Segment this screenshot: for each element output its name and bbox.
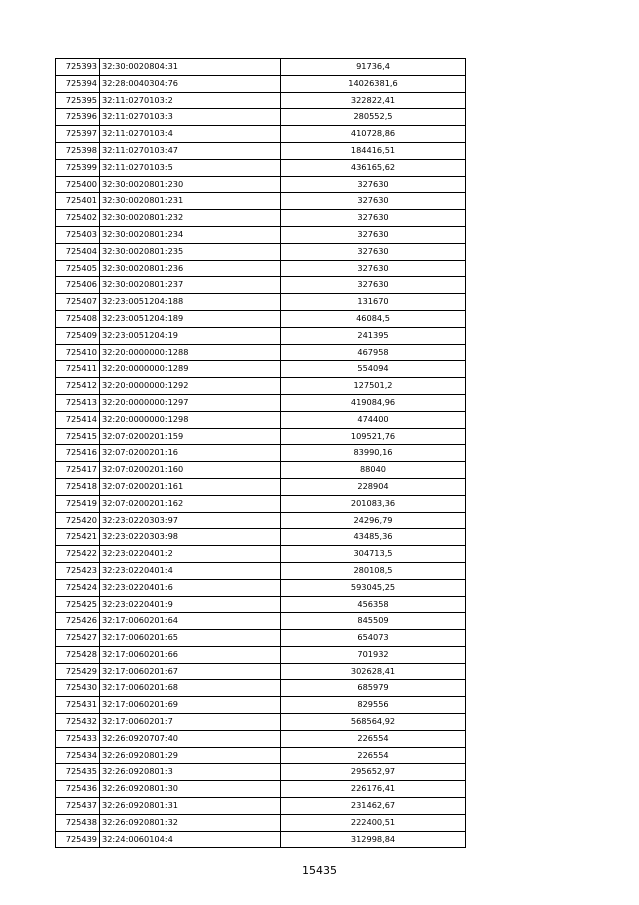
table-row <box>56 562 466 579</box>
value-cell: 701932 <box>281 646 466 663</box>
table-row <box>56 327 466 344</box>
cadastral-number-cell: 32:30:0020801:231 <box>100 193 281 210</box>
value-cell: 410728,86 <box>281 126 466 143</box>
value-cell: 327630 <box>281 277 466 294</box>
value-cell: 88040 <box>281 462 466 479</box>
row-number-cell: 725427 <box>56 630 100 647</box>
table-row <box>56 226 466 243</box>
row-number-cell: 725433 <box>56 730 100 747</box>
cadastral-number-cell: 32:26:0920801:30 <box>100 781 281 798</box>
table-row <box>56 697 466 714</box>
row-number-cell: 725415 <box>56 428 100 445</box>
table-row <box>56 546 466 563</box>
cadastral-number-cell: 32:17:0060201:7 <box>100 714 281 731</box>
value-cell: 685979 <box>281 680 466 697</box>
row-number-cell: 725420 <box>56 512 100 529</box>
table-row <box>56 277 466 294</box>
value-cell: 845509 <box>281 613 466 630</box>
value-cell: 222400,51 <box>281 814 466 831</box>
row-number-cell: 725405 <box>56 260 100 277</box>
table-row <box>56 747 466 764</box>
row-number-cell: 725398 <box>56 142 100 159</box>
value-cell: 312998,84 <box>281 831 466 848</box>
table-row <box>56 142 466 159</box>
row-number-cell: 725412 <box>56 378 100 395</box>
row-number-cell: 725423 <box>56 562 100 579</box>
value-cell: 322822,41 <box>281 92 466 109</box>
value-cell: 302628,41 <box>281 663 466 680</box>
cadastral-number-cell: 32:30:0020801:237 <box>100 277 281 294</box>
page-number: 15435 <box>302 864 337 877</box>
row-number-cell: 725429 <box>56 663 100 680</box>
row-number-cell: 725395 <box>56 92 100 109</box>
table-row <box>56 529 466 546</box>
table-row <box>56 613 466 630</box>
value-cell: 226554 <box>281 730 466 747</box>
cadastral-number-cell: 32:23:0051204:189 <box>100 310 281 327</box>
value-cell: 456358 <box>281 596 466 613</box>
cadastral-number-cell: 32:23:0051204:19 <box>100 327 281 344</box>
table-row <box>56 378 466 395</box>
cadastral-number-cell: 32:20:0000000:1289 <box>100 361 281 378</box>
value-cell: 568564,92 <box>281 714 466 731</box>
table-row <box>56 462 466 479</box>
table-row <box>56 579 466 596</box>
cadastral-number-cell: 32:17:0060201:64 <box>100 613 281 630</box>
cadastral-number-cell: 32:20:0000000:1288 <box>100 344 281 361</box>
row-number-cell: 725397 <box>56 126 100 143</box>
cadastral-number-cell: 32:11:0270103:3 <box>100 109 281 126</box>
value-cell: 593045,25 <box>281 579 466 596</box>
value-cell: 304713,5 <box>281 546 466 563</box>
value-cell: 201083,36 <box>281 495 466 512</box>
cadastral-number-cell: 32:23:0220303:97 <box>100 512 281 529</box>
table-row <box>56 394 466 411</box>
cadastral-number-cell: 32:20:0000000:1298 <box>100 411 281 428</box>
row-number-cell: 725421 <box>56 529 100 546</box>
value-cell: 327630 <box>281 260 466 277</box>
cadastral-number-cell: 32:30:0020801:235 <box>100 243 281 260</box>
table-row <box>56 596 466 613</box>
row-number-cell: 725410 <box>56 344 100 361</box>
cadastral-number-cell: 32:23:0220303:98 <box>100 529 281 546</box>
table-row <box>56 428 466 445</box>
cadastral-number-cell: 32:30:0020804:31 <box>100 59 281 76</box>
table-row <box>56 512 466 529</box>
cadastral-number-cell: 32:26:0920801:32 <box>100 814 281 831</box>
value-cell: 231462,67 <box>281 798 466 815</box>
row-number-cell: 725436 <box>56 781 100 798</box>
row-number-cell: 725413 <box>56 394 100 411</box>
value-cell: 226554 <box>281 747 466 764</box>
cadastral-number-cell: 32:26:0920801:31 <box>100 798 281 815</box>
value-cell: 280108,5 <box>281 562 466 579</box>
table-row <box>56 478 466 495</box>
cadastral-number-cell: 32:17:0060201:69 <box>100 697 281 714</box>
row-number-cell: 725419 <box>56 495 100 512</box>
row-number-cell: 725435 <box>56 764 100 781</box>
table-row <box>56 75 466 92</box>
value-cell: 109521,76 <box>281 428 466 445</box>
row-number-cell: 725424 <box>56 579 100 596</box>
table-row <box>56 210 466 227</box>
value-cell: 327630 <box>281 193 466 210</box>
cadastral-number-cell: 32:11:0270103:5 <box>100 159 281 176</box>
value-cell: 474400 <box>281 411 466 428</box>
row-number-cell: 725401 <box>56 193 100 210</box>
table-row <box>56 361 466 378</box>
cadastral-number-cell: 32:23:0220401:2 <box>100 546 281 563</box>
cadastral-number-cell: 32:11:0270103:47 <box>100 142 281 159</box>
value-cell: 184416,51 <box>281 142 466 159</box>
row-number-cell: 725430 <box>56 680 100 697</box>
table-row <box>56 260 466 277</box>
value-cell: 24296,79 <box>281 512 466 529</box>
table-row <box>56 109 466 126</box>
table-row <box>56 344 466 361</box>
value-cell: 554094 <box>281 361 466 378</box>
cadastral-number-cell: 32:30:0020801:232 <box>100 210 281 227</box>
cadastral-number-cell: 32:26:0920801:3 <box>100 764 281 781</box>
cadastral-number-cell: 32:17:0060201:66 <box>100 646 281 663</box>
table-row <box>56 646 466 663</box>
cadastral-number-cell: 32:07:0200201:161 <box>100 478 281 495</box>
value-cell: 467958 <box>281 344 466 361</box>
table-row <box>56 445 466 462</box>
row-number-cell: 725438 <box>56 814 100 831</box>
table-row <box>56 680 466 697</box>
cadastral-number-cell: 32:20:0000000:1292 <box>100 378 281 395</box>
value-cell: 241395 <box>281 327 466 344</box>
cadastral-number-cell: 32:23:0220401:9 <box>100 596 281 613</box>
row-number-cell: 725418 <box>56 478 100 495</box>
table-body <box>56 59 466 848</box>
row-number-cell: 725425 <box>56 596 100 613</box>
row-number-cell: 725402 <box>56 210 100 227</box>
table-row <box>56 243 466 260</box>
table-row <box>56 781 466 798</box>
table-row <box>56 59 466 76</box>
value-cell: 327630 <box>281 243 466 260</box>
value-cell: 327630 <box>281 176 466 193</box>
row-number-cell: 725417 <box>56 462 100 479</box>
table-row <box>56 831 466 848</box>
cadastral-number-cell: 32:23:0051204:188 <box>100 294 281 311</box>
row-number-cell: 725434 <box>56 747 100 764</box>
cadastral-number-cell: 32:20:0000000:1297 <box>100 394 281 411</box>
value-cell: 14026381,6 <box>281 75 466 92</box>
value-cell: 83990,16 <box>281 445 466 462</box>
row-number-cell: 725406 <box>56 277 100 294</box>
cadastral-number-cell: 32:28:0040304:76 <box>100 75 281 92</box>
row-number-cell: 725407 <box>56 294 100 311</box>
row-number-cell: 725393 <box>56 59 100 76</box>
row-number-cell: 725411 <box>56 361 100 378</box>
cadastral-table <box>55 58 466 848</box>
row-number-cell: 725403 <box>56 226 100 243</box>
value-cell: 280552,5 <box>281 109 466 126</box>
cadastral-number-cell: 32:11:0270103:4 <box>100 126 281 143</box>
row-number-cell: 725437 <box>56 798 100 815</box>
table-row <box>56 411 466 428</box>
row-number-cell: 725396 <box>56 109 100 126</box>
cadastral-number-cell: 32:07:0200201:162 <box>100 495 281 512</box>
value-cell: 131670 <box>281 294 466 311</box>
table-row <box>56 176 466 193</box>
row-number-cell: 725404 <box>56 243 100 260</box>
value-cell: 327630 <box>281 226 466 243</box>
value-cell: 226176,41 <box>281 781 466 798</box>
row-number-cell: 725439 <box>56 831 100 848</box>
table-row <box>56 798 466 815</box>
table-row <box>56 495 466 512</box>
cadastral-number-cell: 32:30:0020801:236 <box>100 260 281 277</box>
row-number-cell: 725408 <box>56 310 100 327</box>
row-number-cell: 725431 <box>56 697 100 714</box>
value-cell: 419084,96 <box>281 394 466 411</box>
cadastral-number-cell: 32:07:0200201:159 <box>100 428 281 445</box>
cadastral-number-cell: 32:23:0220401:4 <box>100 562 281 579</box>
table-row <box>56 193 466 210</box>
table-row <box>56 92 466 109</box>
table-row <box>56 630 466 647</box>
row-number-cell: 725428 <box>56 646 100 663</box>
table-row <box>56 310 466 327</box>
value-cell: 228904 <box>281 478 466 495</box>
cadastral-number-cell: 32:30:0020801:230 <box>100 176 281 193</box>
row-number-cell: 725426 <box>56 613 100 630</box>
cadastral-number-cell: 32:30:0020801:234 <box>100 226 281 243</box>
cadastral-number-cell: 32:07:0200201:16 <box>100 445 281 462</box>
row-number-cell: 725394 <box>56 75 100 92</box>
table-row <box>56 764 466 781</box>
value-cell: 829556 <box>281 697 466 714</box>
row-number-cell: 725416 <box>56 445 100 462</box>
table-row <box>56 126 466 143</box>
value-cell: 436165,62 <box>281 159 466 176</box>
cadastral-number-cell: 32:24:0060104:4 <box>100 831 281 848</box>
cadastral-number-cell: 32:11:0270103:2 <box>100 92 281 109</box>
row-number-cell: 725414 <box>56 411 100 428</box>
value-cell: 654073 <box>281 630 466 647</box>
cadastral-number-cell: 32:23:0220401:6 <box>100 579 281 596</box>
value-cell: 327630 <box>281 210 466 227</box>
table-row <box>56 814 466 831</box>
table-row <box>56 714 466 731</box>
row-number-cell: 725432 <box>56 714 100 731</box>
table-row <box>56 663 466 680</box>
cadastral-number-cell: 32:07:0200201:160 <box>100 462 281 479</box>
table-row <box>56 294 466 311</box>
table-row <box>56 159 466 176</box>
cadastral-number-cell: 32:17:0060201:65 <box>100 630 281 647</box>
value-cell: 46084,5 <box>281 310 466 327</box>
value-cell: 295652,97 <box>281 764 466 781</box>
value-cell: 43485,36 <box>281 529 466 546</box>
row-number-cell: 725400 <box>56 176 100 193</box>
cadastral-number-cell: 32:17:0060201:68 <box>100 680 281 697</box>
row-number-cell: 725422 <box>56 546 100 563</box>
value-cell: 127501,2 <box>281 378 466 395</box>
cadastral-number-cell: 32:26:0920801:29 <box>100 747 281 764</box>
row-number-cell: 725409 <box>56 327 100 344</box>
value-cell: 91736,4 <box>281 59 466 76</box>
cadastral-number-cell: 32:17:0060201:67 <box>100 663 281 680</box>
table-row <box>56 730 466 747</box>
row-number-cell: 725399 <box>56 159 100 176</box>
cadastral-number-cell: 32:26:0920707:40 <box>100 730 281 747</box>
